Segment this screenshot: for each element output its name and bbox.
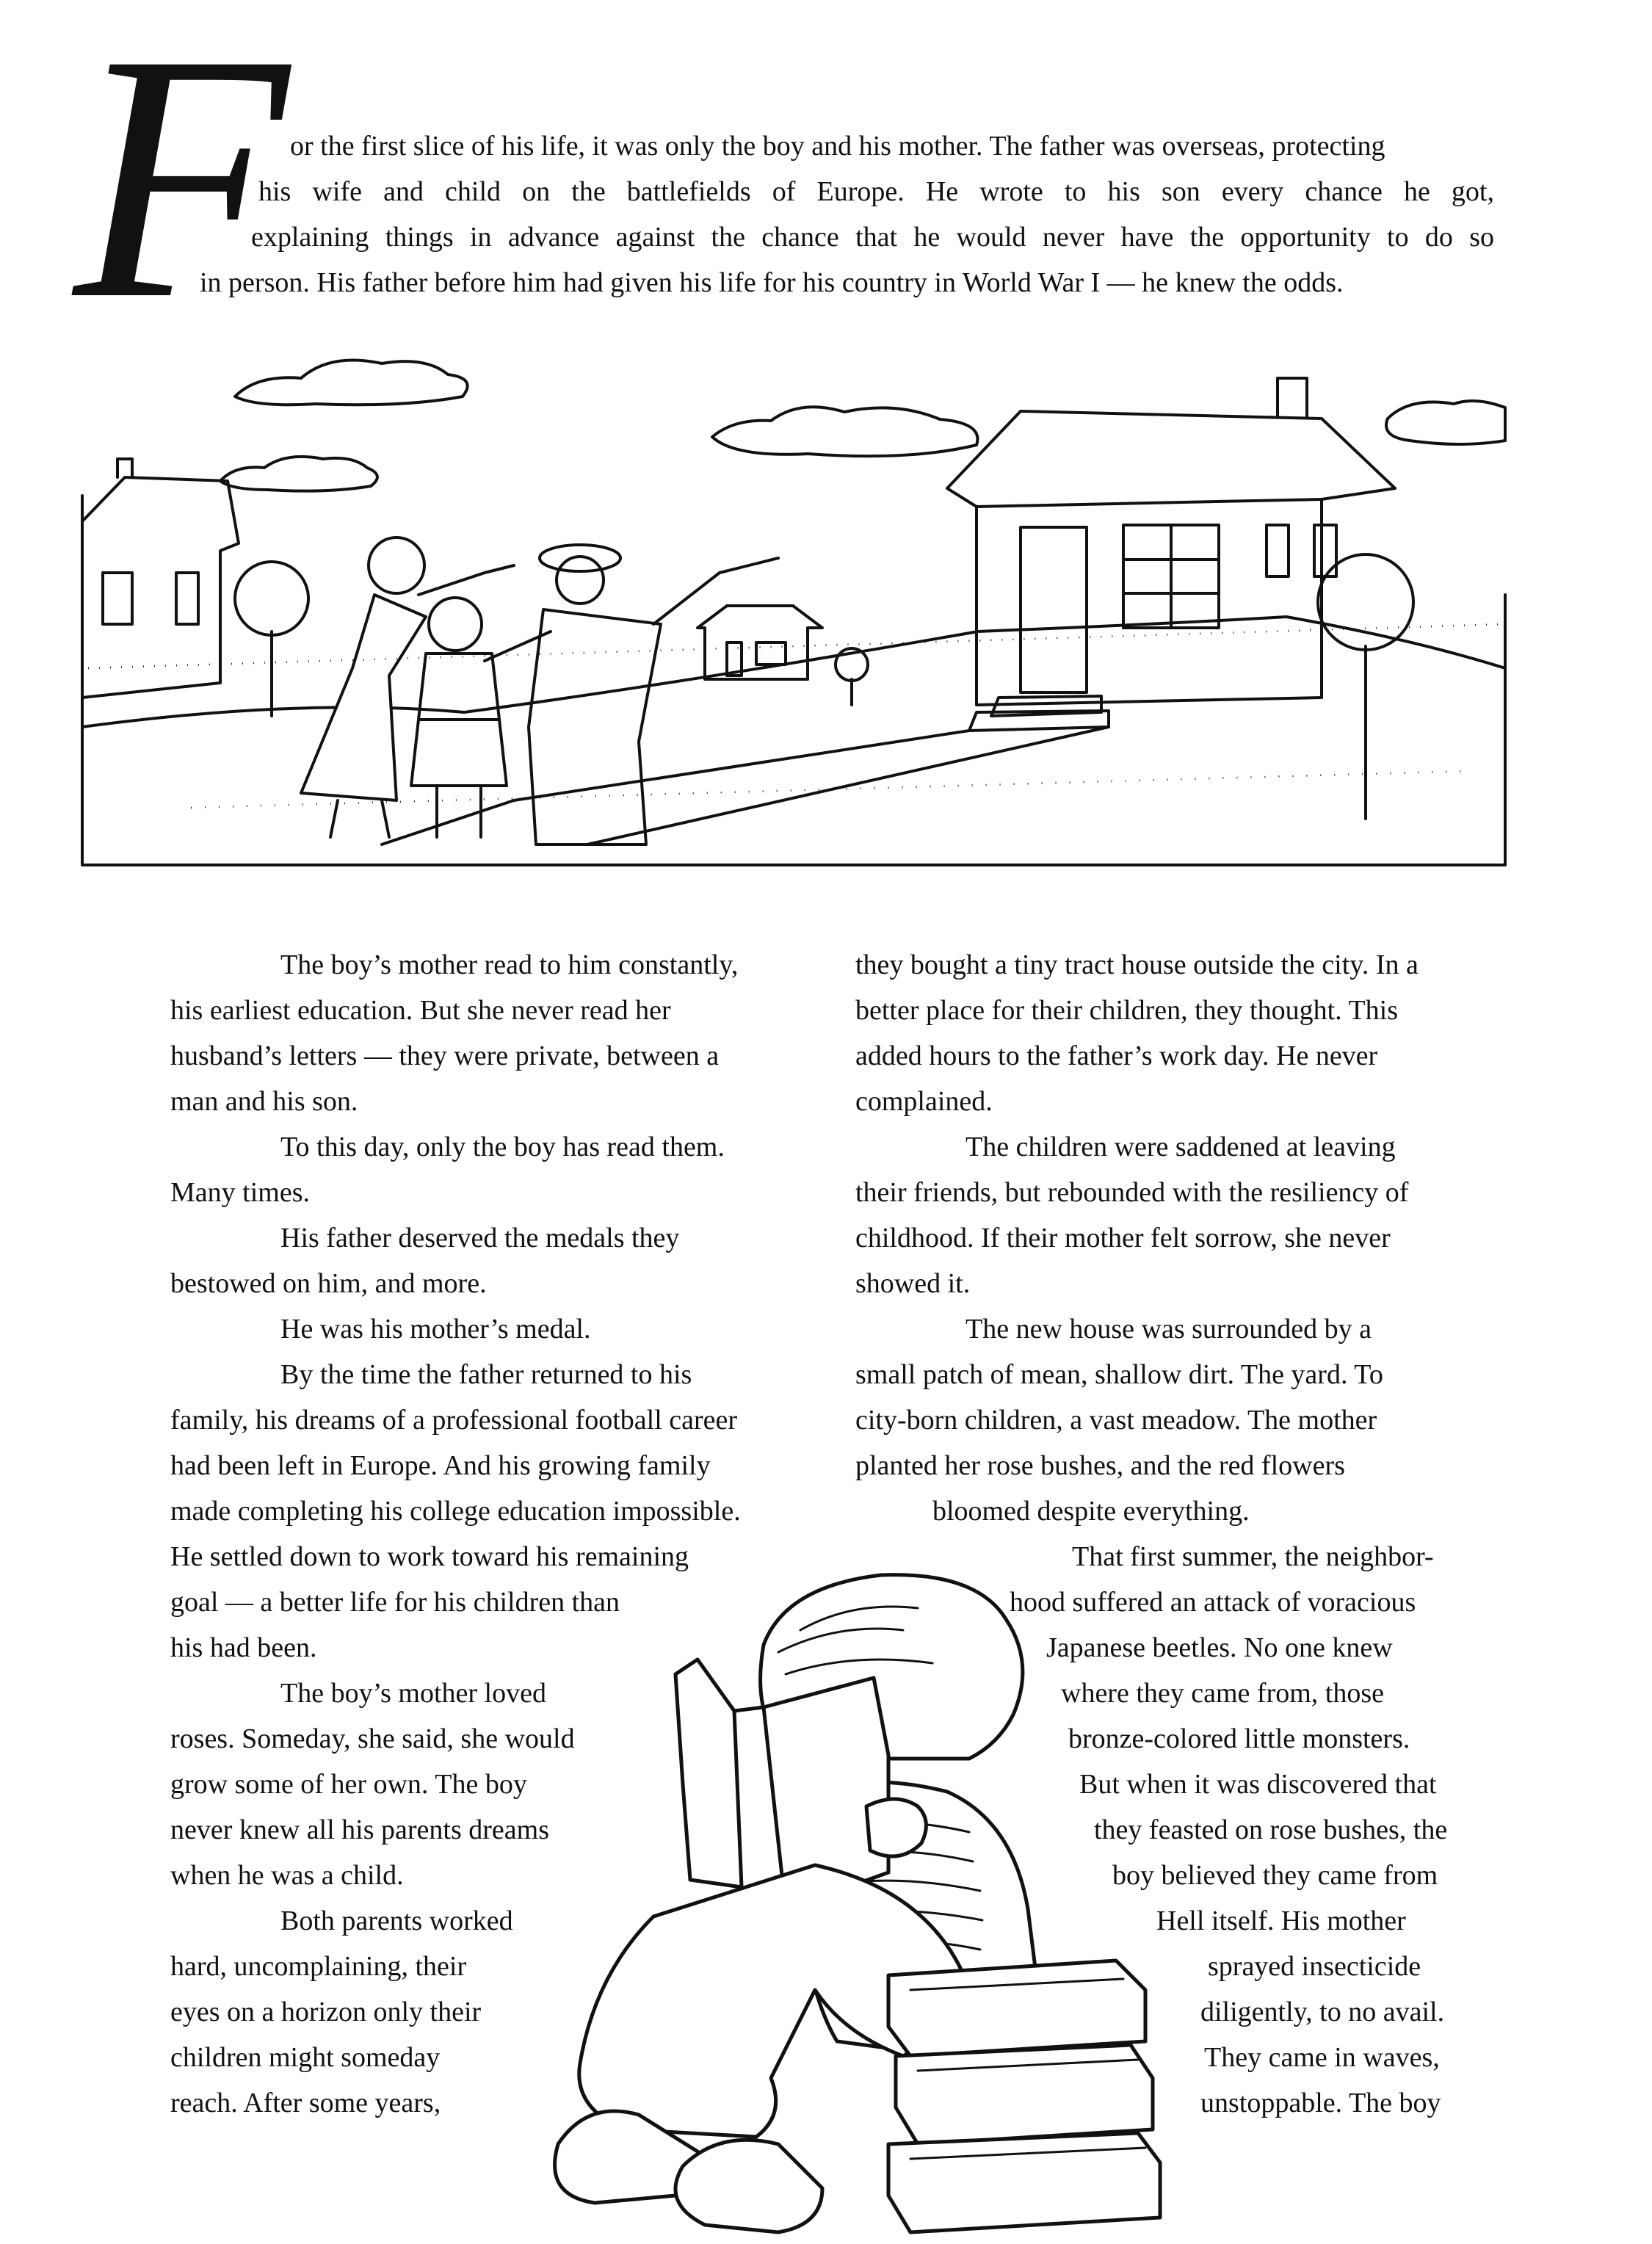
body-line: reach. After some years, [170, 2088, 441, 2118]
body-line: Both parents worked [280, 1905, 513, 1936]
body-line: his earliest education. But she never read her [170, 995, 671, 1026]
book-stack [888, 1961, 1160, 2232]
body-line: never knew all his parents dreams [170, 1814, 549, 1845]
body-line: hood suffered an attack of voracious [1010, 1587, 1416, 1618]
body-line: had been left in Europe. And his growing family [170, 1450, 711, 1481]
body-line: added hours to the father’s work day. He never [855, 1040, 1378, 1071]
body-line: The children were saddened at leaving [966, 1132, 1396, 1162]
body-line: To this day, only the boy has read them. [280, 1132, 725, 1162]
body-line: better place for their children, they thought. This [855, 995, 1399, 1026]
body-line: they feasted on rose bushes, the [1094, 1814, 1448, 1845]
body-line: where they came from, those [1061, 1678, 1384, 1709]
cloud [235, 361, 468, 405]
body-line: bronze-colored little monsters. [1068, 1723, 1410, 1754]
left-house [82, 477, 239, 698]
cloud [220, 457, 377, 491]
body-line: Many times. [170, 1177, 310, 1208]
body-line: bloomed despite everything. [932, 1496, 1250, 1527]
intro-line: explaining things in advance against the chance that he would never have the opportunity to do so [251, 222, 1494, 253]
horizon [82, 617, 1505, 727]
body-line: made completing his college education impossible. [170, 1496, 741, 1527]
shoe [675, 2140, 822, 2232]
intro-line: in person. His father before him had given his life for his country in World War I — he knew the odds. [200, 267, 1344, 298]
body-line: complained. [855, 1086, 993, 1117]
body-line: unstoppable. The boy [1200, 2088, 1441, 2118]
body-line: The boy’s mother read to him constantly, [280, 949, 739, 980]
body-line: goal — a better life for his children than [170, 1587, 620, 1618]
body-line: hard, uncomplaining, their [170, 1951, 467, 1982]
body-line: family, his dreams of a professional football career [170, 1405, 738, 1436]
body-line: sprayed insecticide [1208, 1951, 1421, 1982]
body-line: The boy’s mother loved [280, 1678, 546, 1709]
body-line: city-born children, a vast meadow. The mother [855, 1405, 1377, 1436]
boy-figure [411, 598, 507, 837]
body-line: grow some of her own. The boy [170, 1769, 527, 1800]
family-house-illustration [73, 330, 1512, 874]
body-line: their friends, but rebounded with the resiliency of [855, 1177, 1409, 1208]
body-line: bestowed on him, and more. [170, 1268, 487, 1299]
body-line: But when it was discovered that [1079, 1769, 1437, 1800]
body-line: eyes on a horizon only their [170, 1997, 482, 2027]
boy-reading-illustration [543, 1564, 1204, 2240]
body-line: Japanese beetles. No one knew [1046, 1632, 1393, 1663]
body-line: planted her rose bushes, and the red flowers [855, 1450, 1345, 1481]
body-line: He settled down to work toward his remaining [170, 1541, 689, 1572]
body-line: They came in waves, [1204, 2042, 1440, 2073]
body-line: By the time the father returned to his [280, 1359, 692, 1390]
body-line: His father deserved the medals they [280, 1223, 680, 1253]
body-line: children might someday [170, 2042, 441, 2073]
cloud [1386, 401, 1505, 444]
body-line: small patch of mean, shallow dirt. The yard. To [855, 1359, 1383, 1390]
body-line: That first summer, the neighbor- [1072, 1541, 1434, 1572]
cloud [712, 407, 977, 456]
body-line: husband’s letters — they were private, between a [170, 1040, 720, 1071]
body-line: boy believed they came from [1112, 1860, 1438, 1891]
body-line: roses. Someday, she said, she would [170, 1723, 575, 1754]
tree [235, 562, 308, 716]
hand [866, 1799, 926, 1856]
body-line: The new house was surrounded by a [966, 1314, 1372, 1344]
body-line: man and his son. [170, 1086, 358, 1117]
body-line: He was his mother’s medal. [280, 1314, 591, 1344]
tree [836, 648, 868, 705]
tree [1318, 554, 1413, 819]
body-line: Hell itself. His mother [1156, 1905, 1406, 1936]
intro-line: his wife and child on the battlefields of Europe. He wrote to his son every chance he got, [258, 176, 1494, 207]
intro-line: or the first slice of his life, it was only the boy and his mother. The father was overseas, protecting [290, 131, 1385, 162]
main-house [947, 411, 1395, 507]
body-line: showed it. [855, 1268, 971, 1299]
body-line: they bought a tiny tract house outside the city. In a [855, 949, 1419, 980]
body-line: when he was a child. [170, 1860, 404, 1891]
drop-cap: F [73, 0, 289, 372]
body-line: his had been. [170, 1632, 317, 1663]
body-line: childhood. If their mother felt sorrow, she never [855, 1223, 1391, 1253]
body-line: diligently, to no avail. [1200, 1997, 1445, 2027]
